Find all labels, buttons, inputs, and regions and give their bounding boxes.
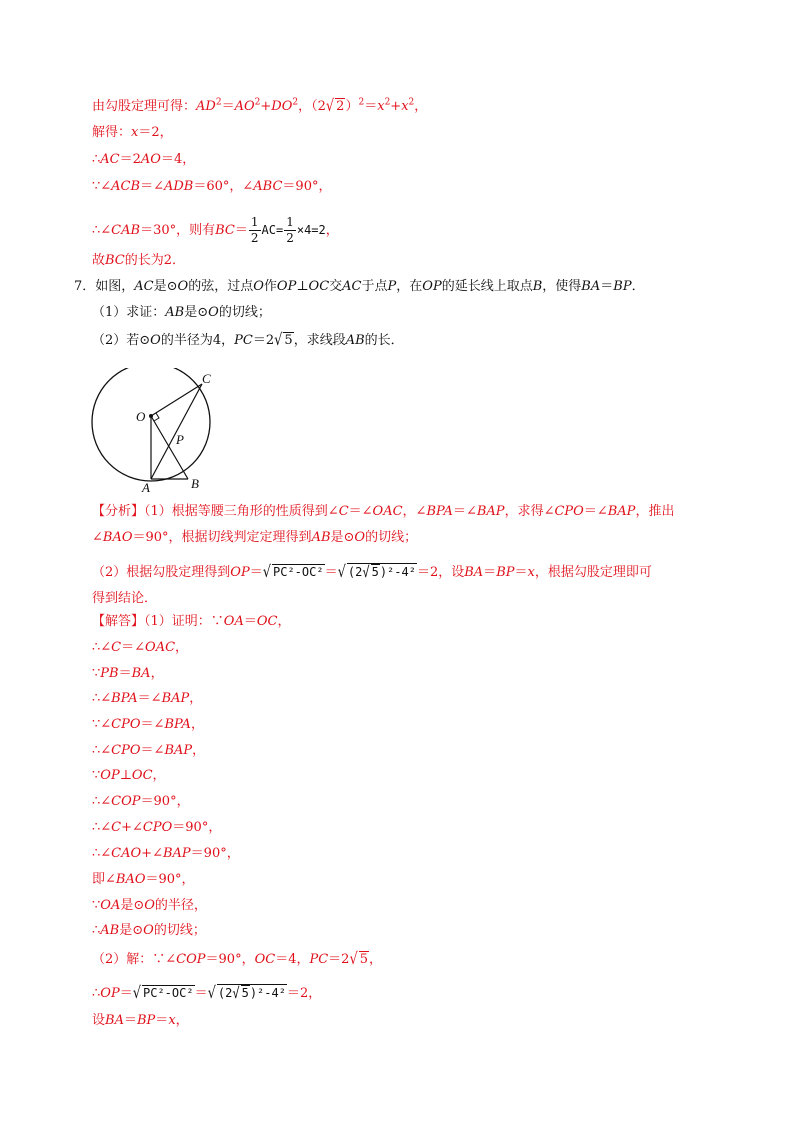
text: ＝90°，根据切线判定定理得到 (132, 530, 312, 545)
radical-sign: √ (207, 984, 216, 1003)
fraction (249, 215, 261, 246)
radical-sign: √ (325, 97, 335, 116)
question-part-2 (92, 332, 404, 350)
text: （2）解：∵∠ (92, 952, 177, 967)
text: ＝90°， (205, 952, 255, 967)
text: ∴∠ (92, 640, 112, 655)
solution-line-12 (92, 897, 207, 915)
text: ＝2 (328, 952, 350, 967)
text: 的半径， (154, 898, 207, 913)
radicand: PC²-OC² (273, 565, 324, 579)
var: CAO (111, 846, 142, 861)
text: 得到结论． (92, 591, 158, 606)
radicand: 5 (241, 986, 249, 1000)
radical-sign: √ (132, 984, 141, 1003)
var: C (111, 820, 122, 835)
text: + (390, 99, 402, 114)
text: ，∠ (402, 504, 427, 519)
var: ABC (253, 179, 283, 194)
var: PB (100, 666, 119, 681)
text: ，（2 (298, 99, 326, 114)
text: ， (369, 952, 383, 967)
radicand: 2 (336, 99, 345, 114)
var: DO (271, 99, 293, 114)
text: ∵∠ (92, 179, 112, 194)
solution-line-1 (92, 613, 290, 631)
var: OC (308, 279, 330, 294)
text: ＝4， (160, 152, 196, 167)
text: ＝ (194, 986, 208, 1001)
var: OP (230, 565, 250, 580)
text: ＝∠ (583, 504, 608, 519)
text: ∴∠ (92, 794, 112, 809)
var: AB (345, 333, 365, 348)
radicand-group (347, 563, 417, 580)
text: 是⊙ (120, 898, 145, 913)
var: BP (496, 565, 515, 580)
analysis-line-3 (92, 563, 652, 582)
text: ∵ (92, 898, 101, 913)
var: x (131, 125, 139, 140)
text: ，求得∠ (504, 504, 555, 519)
text: 于点 (361, 279, 388, 294)
section-heading: 【分析】 (92, 504, 145, 519)
var: AO (234, 99, 255, 114)
solution-line-9 (92, 819, 221, 837)
var: BAO (115, 872, 146, 887)
text: ． (631, 279, 645, 294)
text: ＝ (364, 99, 378, 114)
solution-line-2 (92, 639, 188, 657)
var: CAB (111, 223, 141, 238)
text: 7．如图， (74, 279, 135, 294)
var: AB (165, 305, 185, 320)
text: ＝ (243, 614, 257, 629)
var: O (253, 279, 264, 294)
text: ⊥ (119, 768, 132, 783)
text: ＝ (155, 1013, 169, 1028)
text: ， (414, 99, 428, 114)
numerator: 1 (286, 215, 294, 229)
var: BA (105, 1013, 124, 1028)
var: x (377, 99, 385, 114)
text: ＝ (118, 666, 132, 681)
var: BC (215, 223, 235, 238)
text: ＝∠ (121, 640, 146, 655)
var: AD (196, 99, 216, 114)
radicand: 5 (359, 952, 369, 967)
solution-line-7 (92, 767, 166, 785)
text: ＝∠ (137, 691, 162, 706)
var: BAP (607, 504, 636, 519)
text: ∴ (92, 923, 101, 938)
text: ∴ (92, 152, 101, 167)
text: ＝ (249, 565, 263, 580)
analysis-line-4 (92, 590, 157, 608)
text: )²-4² (379, 565, 416, 579)
var: ACB (111, 179, 141, 194)
text: （1）求证： (92, 305, 166, 320)
var: O (144, 898, 155, 913)
var: OP (100, 986, 120, 1001)
denominator: 2 (250, 231, 259, 245)
text: 的弦，过点 (188, 279, 254, 294)
text: ＝ (514, 565, 528, 580)
text: ＝2， (286, 986, 322, 1001)
var: BA (464, 565, 484, 580)
text: (2 (217, 986, 233, 1000)
var: x (527, 565, 535, 580)
radical-sign: √ (362, 563, 370, 581)
text: ， (190, 717, 204, 732)
text: ∵ (92, 768, 101, 783)
text: 是⊙ (119, 923, 144, 938)
text: ， (175, 1013, 189, 1028)
solution-line-4 (92, 690, 202, 708)
analysis-line-1 (92, 503, 674, 521)
text: ，求线段 (293, 333, 346, 348)
text: AC= (261, 223, 284, 237)
text: ＝90°， (282, 179, 332, 194)
exponent: 2 (292, 97, 299, 108)
text: ＝90°， (140, 794, 190, 809)
var: C (111, 640, 122, 655)
text: ，推出 (635, 504, 675, 519)
text: ×4=2 (296, 223, 326, 237)
var: AB (100, 923, 120, 938)
text: 即∠ (92, 872, 116, 887)
var: PC (309, 952, 329, 967)
var: B (532, 279, 543, 294)
prev-line-2 (92, 124, 173, 142)
var: CPO (111, 743, 141, 758)
text: ∴∠ (92, 223, 112, 238)
var: AC (342, 279, 362, 294)
text: ， (189, 691, 203, 706)
text: ＝∠ (140, 717, 165, 732)
solution-line-16 (92, 1012, 189, 1030)
label-b: B (191, 476, 199, 491)
var: C (338, 504, 349, 519)
text: 解得： (92, 125, 132, 140)
text: ＝∠ (140, 743, 165, 758)
text: ∴ (92, 986, 101, 1001)
text: 设 (92, 1013, 106, 1028)
text: ，使得 (542, 279, 582, 294)
solution-line-15 (92, 984, 321, 1003)
text: 故 (92, 253, 106, 268)
text: ，在 (396, 279, 423, 294)
text: ∵ (92, 666, 101, 681)
var: AC (100, 152, 120, 167)
prev-line-4 (92, 178, 331, 196)
prev-line-5 (92, 210, 339, 251)
text: （2）根据勾股定理得到 (92, 565, 231, 580)
var: AB (311, 530, 331, 545)
text: ） (345, 99, 359, 114)
text: ＝2 (252, 333, 275, 348)
text: 是⊙ (330, 530, 355, 545)
radical-sign: √ (262, 563, 271, 582)
text: ＝30°，则有 (140, 223, 216, 238)
prev-line-3 (92, 151, 195, 169)
text: ∴∠ (92, 846, 112, 861)
solution-line-13 (92, 922, 206, 940)
text: ， (175, 640, 189, 655)
text: ＝ (234, 223, 248, 238)
denominator: 2 (286, 231, 294, 245)
solution-line-6 (92, 742, 205, 760)
label-a: A (142, 480, 150, 495)
text: 由勾股定理可得： (92, 99, 197, 114)
text: 是⊙ (184, 305, 209, 320)
text: ＝∠ (140, 179, 164, 194)
var: x (168, 1013, 176, 1028)
prev-line-6 (92, 252, 185, 270)
var: PC (234, 333, 253, 348)
text: 的切线； (153, 923, 206, 938)
label-p: P (176, 432, 184, 447)
label-o: O (136, 409, 146, 424)
text: ∠ (92, 530, 103, 545)
radicand: 5 (371, 565, 379, 579)
text: 的长为2． (124, 253, 186, 268)
text: 的长． (364, 333, 404, 348)
segment-oc (151, 384, 202, 416)
exponent: 2 (384, 97, 391, 108)
text: ＝ (324, 565, 338, 580)
var: BA (131, 666, 151, 681)
radical-sign: √ (337, 563, 346, 582)
var: CPO (111, 717, 141, 732)
text: ∵∠ (92, 717, 112, 732)
text: ＝ (119, 986, 133, 1001)
text: ＝90°， (190, 846, 240, 861)
numerator: 1 (250, 215, 259, 229)
var: O (177, 279, 189, 294)
text: 的半径为4， (160, 333, 235, 348)
var: OP (100, 768, 120, 783)
text: ∴∠ (92, 691, 112, 706)
text: 交 (329, 279, 343, 294)
var: OC (254, 952, 276, 967)
text: +∠ (141, 846, 163, 861)
radical-sign: √ (232, 984, 240, 1002)
var: O (354, 530, 366, 545)
var: BP (613, 279, 632, 294)
fraction (284, 215, 296, 246)
text: 是⊙ (153, 279, 178, 294)
text: ，根据勾股定理即可 (534, 565, 652, 580)
question-part-1 (92, 304, 271, 322)
text: ， (150, 666, 164, 681)
var: BAP (476, 504, 505, 519)
section-heading: 【解答】 (92, 614, 145, 629)
text: ， (325, 223, 339, 238)
var: CPO (142, 820, 173, 835)
solution-line-5 (92, 716, 204, 734)
var: OAC (145, 640, 176, 655)
text: ＝2 (119, 152, 141, 167)
var: AC (134, 279, 154, 294)
var: OC (256, 614, 278, 629)
exponent: 2 (215, 97, 222, 108)
label-c: C (202, 371, 211, 386)
var: OA (223, 614, 244, 629)
prev-line-1 (92, 98, 427, 116)
text: ， (192, 743, 206, 758)
text: ， (277, 614, 291, 629)
text: ＝2， (138, 125, 173, 140)
var: BPA (426, 504, 453, 519)
text: ＝ (123, 1013, 137, 1028)
text: ⊥ (296, 279, 309, 294)
analysis-line-2 (92, 529, 417, 547)
text: 作 (263, 279, 277, 294)
var: BPA (164, 717, 191, 732)
text: ∴∠ (92, 743, 112, 758)
text: ＝∠ (348, 504, 373, 519)
text: ＝60°，∠ (193, 179, 254, 194)
text: ＝2，设 (416, 565, 465, 580)
text: 的切线； (365, 530, 418, 545)
var: BP (136, 1013, 156, 1028)
var: OP (276, 279, 297, 294)
var: OA (100, 898, 121, 913)
text: ＝90°， (172, 820, 222, 835)
text: ＝4， (275, 952, 310, 967)
solution-line-3 (92, 665, 164, 683)
solution-line-11 (92, 871, 195, 889)
solution-line-10 (92, 845, 240, 863)
text: ＝∠ (452, 504, 477, 519)
text: （1）证明：∵ (144, 614, 224, 629)
text: 的延长线上取点 (441, 279, 533, 294)
var: OC (131, 768, 153, 783)
radicand: PC²-OC² (143, 986, 194, 1000)
var: BA (581, 279, 601, 294)
var: P (387, 279, 397, 294)
text: ， (152, 768, 166, 783)
var: O (208, 305, 219, 320)
text: )²-4² (249, 986, 286, 1000)
var: BC (105, 253, 125, 268)
var: CPO (554, 504, 584, 519)
text: ＝90°， (145, 872, 195, 887)
text: (2 (347, 565, 363, 579)
exponent: 2 (254, 97, 261, 108)
radical-sign: √ (349, 950, 358, 969)
exponent: 2 (358, 97, 365, 108)
var: COP (176, 952, 206, 967)
text: +∠ (121, 820, 143, 835)
var: BPA (111, 691, 138, 706)
text: ∴∠ (92, 820, 112, 835)
question-stem (74, 278, 645, 296)
geometry-figure (90, 368, 220, 496)
var: COP (111, 794, 141, 809)
center-dot (149, 414, 153, 418)
var: BAP (161, 691, 190, 706)
var: AO (140, 152, 161, 167)
radicand: 5 (284, 333, 293, 348)
var: BAP (162, 846, 191, 861)
var: BAP (164, 743, 193, 758)
radicand-group (217, 984, 287, 1001)
text: ＝ (221, 99, 235, 114)
solution-line-8 (92, 793, 190, 811)
text: （2）若⊙ (92, 333, 151, 348)
text: ＝ (483, 565, 497, 580)
text: 的切线； (218, 305, 271, 320)
var: BAO (102, 530, 133, 545)
var: O (143, 923, 154, 938)
var: OAC (372, 504, 403, 519)
text: + (260, 99, 272, 114)
var: OP (422, 279, 442, 294)
var: x (401, 99, 409, 114)
radical-sign: √ (274, 331, 283, 350)
var: ADB (163, 179, 194, 194)
text: ＝ (600, 279, 614, 294)
var: O (150, 333, 161, 348)
text: （1）根据等腰三角形的性质得到∠ (144, 504, 339, 519)
solution-line-14 (92, 951, 382, 969)
exponent: 2 (408, 97, 415, 108)
